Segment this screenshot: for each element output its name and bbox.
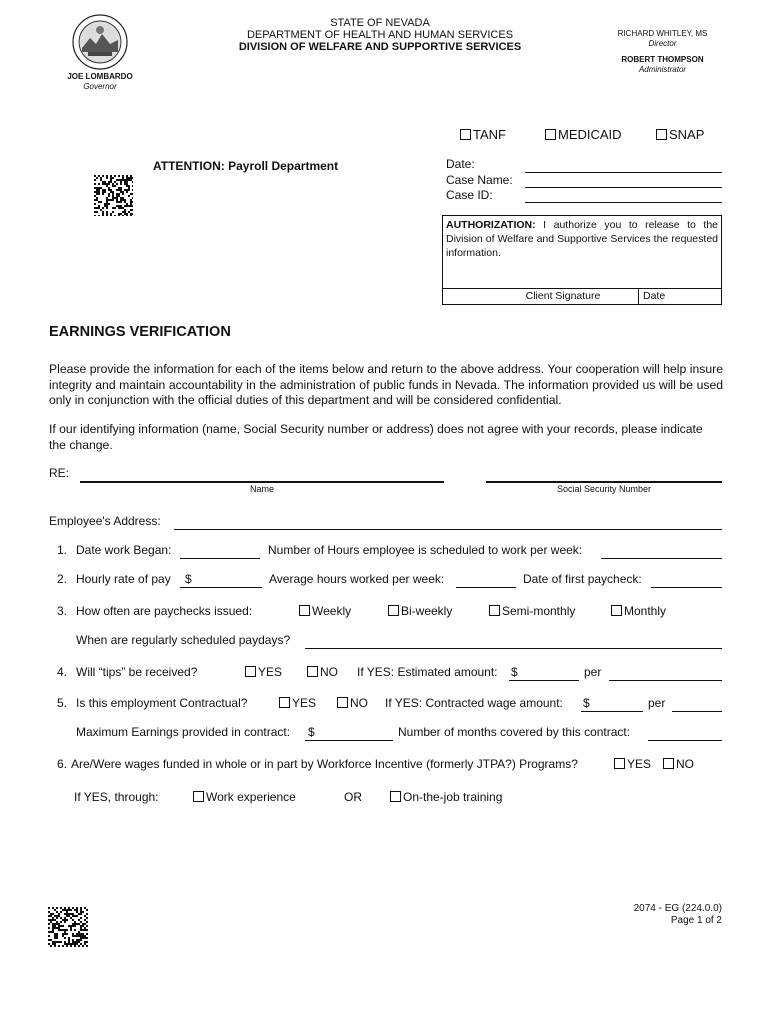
intro-paragraph: Please provide the information for each of the items below and return to the above address. Your cooperation will help insure integrity and maintain accountability in the administration of public funds in Nevada. The information provided us will be used only in conjunction with the official duties of this department and will be considered confidential. [49, 362, 723, 407]
q3-paydays-label: When are regularly scheduled paydays? [76, 633, 291, 647]
contract-no-option[interactable]: NO [337, 696, 368, 710]
governor-name: JOE LOMBARDO [67, 72, 133, 81]
program-snap[interactable]: SNAP [656, 127, 704, 142]
contract-no-checkbox[interactable] [337, 697, 348, 708]
avg-hours-field[interactable] [456, 587, 516, 588]
administrator-name: ROBERT THOMPSON [621, 55, 704, 64]
identity-paragraph: If our identifying information (name, Social Security number or address) does not agree with your records, please indicate the change. [49, 422, 703, 452]
hourly-rate-field[interactable] [180, 587, 262, 588]
tips-no-option[interactable]: NO [307, 665, 338, 679]
q6-number: 6. [57, 757, 68, 771]
q3-how-often-label: How often are paychecks issued: [76, 604, 253, 618]
qr-code-top [94, 175, 133, 216]
q4-per-label: per [584, 665, 602, 679]
q5-contractual-label: Is this employment Contractual? [76, 696, 248, 710]
case-name-field[interactable] [525, 187, 722, 188]
q4-number: 4. [57, 665, 68, 679]
weekly-checkbox[interactable] [299, 605, 310, 616]
tips-per-field[interactable] [609, 680, 722, 681]
on-the-job-training-checkbox[interactable] [390, 791, 401, 802]
q1-hours-label: Number of Hours employee is scheduled to work per week: [268, 543, 583, 557]
q5-dollar-sign: $ [583, 696, 590, 710]
re-name-field[interactable] [80, 481, 444, 483]
funded-no-option[interactable]: NO [663, 757, 694, 771]
client-signature-caption: Client Signature [525, 290, 601, 302]
option-bi-weekly[interactable]: Bi-weekly [388, 604, 452, 618]
bi-weekly-checkbox[interactable] [388, 605, 399, 616]
work-experience-option[interactable]: Work experience [193, 790, 296, 804]
page-number: Page 1 of 2 [670, 915, 722, 926]
state-name: STATE OF NEVADA [330, 17, 430, 29]
q5-number: 5. [57, 696, 68, 710]
signature-date-caption: Date [643, 290, 666, 302]
q2-first-paycheck-label: Date of first paycheck: [523, 572, 642, 586]
case-name-label: Case Name: [446, 172, 513, 187]
q6-funded-label: Are/Were wages funded in whole or in part by Workforce Incentive (formerly JTPA?) Programs? [71, 757, 578, 771]
administrator-title: Administrator [638, 65, 687, 74]
q2-number: 2. [57, 572, 68, 586]
q4-tips-label: Will “tips” be received? [76, 665, 198, 679]
hours-scheduled-field[interactable] [601, 558, 722, 559]
contract-wage-field[interactable] [581, 711, 643, 712]
paydays-field[interactable] [305, 648, 722, 649]
q1-date-began-label: Date work Began: [76, 543, 172, 557]
q5-months-label: Number of months covered by this contract: [398, 725, 631, 739]
form-title: EARNINGS VERIFICATION [49, 324, 231, 340]
option-semi-monthly[interactable]: Semi-monthly [489, 604, 575, 618]
funded-no-checkbox[interactable] [663, 758, 674, 769]
months-covered-field[interactable] [648, 740, 722, 741]
semi-monthly-checkbox[interactable] [489, 605, 500, 616]
q5-if-yes-label: If YES: Contracted wage amount: [385, 696, 563, 710]
re-ssn-field[interactable] [486, 481, 722, 483]
department-name: DEPARTMENT OF HEALTH AND HUMAN SERVICES [246, 29, 514, 41]
tanf-checkbox[interactable] [460, 129, 471, 140]
case-id-field[interactable] [525, 202, 722, 203]
contract-yes-option[interactable]: YES [279, 696, 316, 710]
q3-number: 3. [57, 604, 68, 618]
q5-max-earnings-label: Maximum Earnings provided in contract: [76, 725, 291, 739]
contract-yes-checkbox[interactable] [279, 697, 290, 708]
option-monthly[interactable]: Monthly [611, 604, 666, 618]
re-label: RE: [49, 466, 70, 480]
option-weekly[interactable]: Weekly [299, 604, 351, 618]
employee-address-label: Employee's Address: [49, 514, 161, 528]
on-the-job-training-option[interactable]: On-the-job training [390, 790, 502, 804]
q1-number: 1. [57, 543, 68, 557]
division-name: DIVISION OF WELFARE AND SUPPORTIVE SERVICES [238, 41, 522, 53]
funded-yes-option[interactable]: YES [614, 757, 651, 771]
snap-checkbox[interactable] [656, 129, 667, 140]
or-label: OR [344, 790, 362, 804]
employee-address-field[interactable] [174, 529, 722, 530]
director-title: Director [648, 39, 677, 48]
governor-title: Governor [83, 82, 117, 91]
attention-line: ATTENTION: Payroll Department [153, 159, 339, 173]
director-name: RICHARD WHITLEY, MS [617, 29, 708, 38]
monthly-checkbox[interactable] [611, 605, 622, 616]
q2-hourly-rate-label: Hourly rate of pay [76, 572, 171, 586]
max-earnings-field[interactable] [305, 740, 393, 741]
tips-amount-field[interactable] [509, 680, 579, 681]
date-label: Date: [446, 157, 475, 171]
work-experience-checkbox[interactable] [193, 791, 204, 802]
medicaid-checkbox[interactable] [545, 129, 556, 140]
case-id-label: Case ID: [446, 188, 493, 202]
funded-yes-checkbox[interactable] [614, 758, 625, 769]
form-id: 2074 - EG (224.0.0) [633, 903, 722, 914]
tips-yes-option[interactable]: YES [245, 665, 282, 679]
date-field[interactable] [525, 172, 722, 173]
qr-code-bottom [48, 907, 88, 947]
tips-no-checkbox[interactable] [307, 666, 318, 677]
authorization-box [442, 215, 722, 305]
contract-per-field[interactable] [672, 711, 722, 712]
first-paycheck-field[interactable] [651, 587, 722, 588]
q5-max-dollar-sign: $ [308, 725, 315, 739]
q6-if-yes-label: If YES, through: [74, 790, 159, 804]
name-caption: Name [249, 484, 274, 494]
q4-dollar-sign: $ [511, 665, 518, 679]
nevada-state-seal [72, 14, 128, 70]
program-medicaid[interactable]: MEDICAID [545, 127, 622, 142]
tips-yes-checkbox[interactable] [245, 666, 256, 677]
authorization-label: AUTHORIZATION: [446, 219, 536, 231]
q2-avg-hours-label: Average hours worked per week: [269, 572, 445, 586]
q5-per-label: per [648, 696, 666, 710]
authorization-text: I authorize you to release to the Division of Welfare and Supportive Services the requested information. [446, 219, 719, 259]
program-tanf[interactable]: TANF [460, 127, 506, 142]
date-work-began-field[interactable] [180, 558, 260, 559]
q2-dollar-sign: $ [185, 572, 192, 586]
ssn-caption: Social Security Number [556, 484, 652, 494]
q4-if-yes-label: If YES: Estimated amount: [357, 665, 498, 679]
